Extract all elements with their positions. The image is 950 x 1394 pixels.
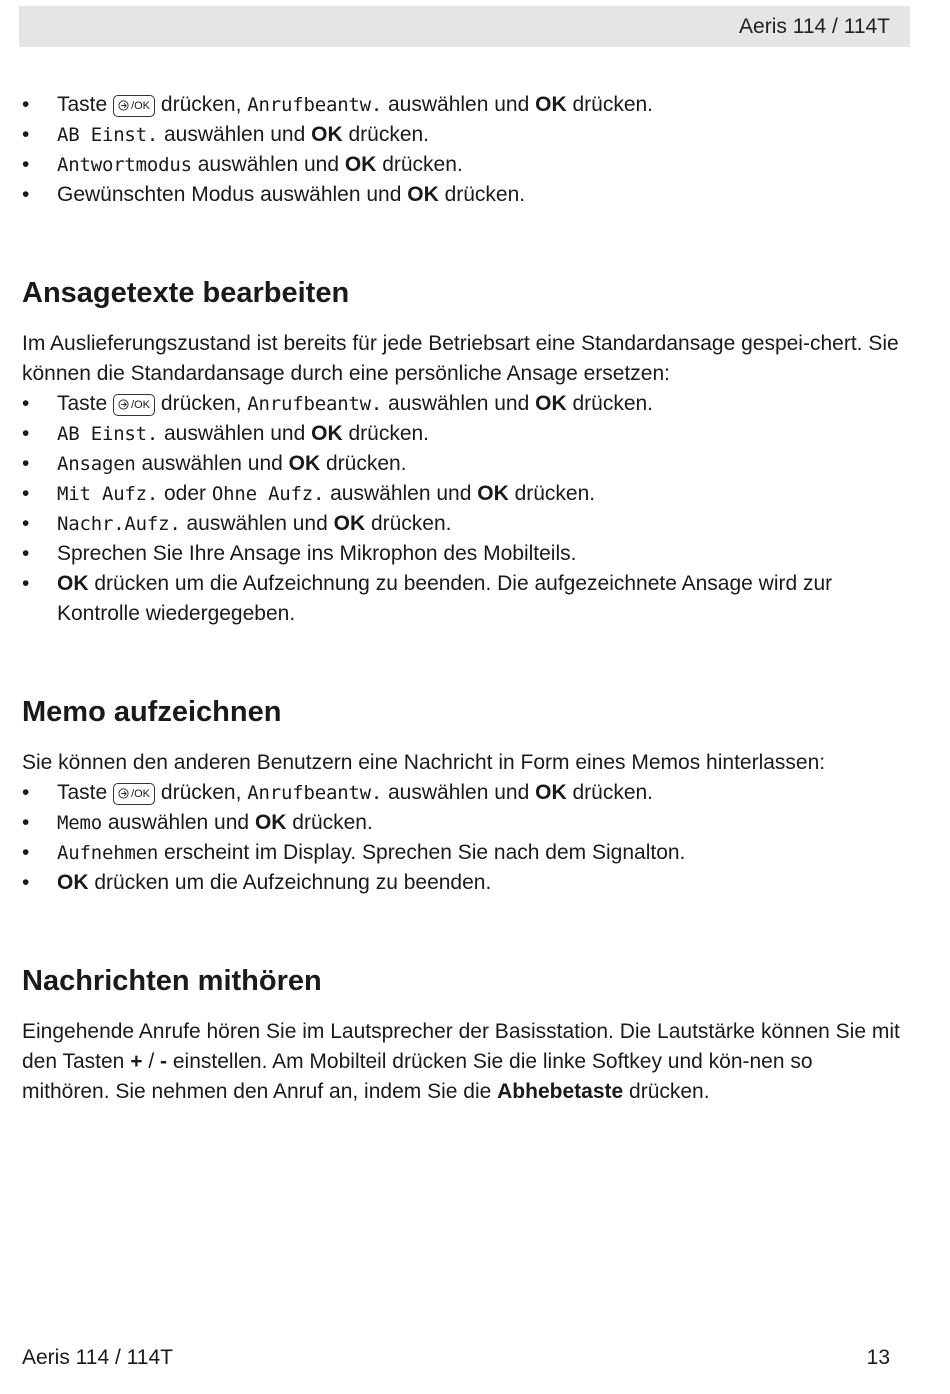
menu-ok-key-icon: /OK xyxy=(113,783,155,805)
menu-ok-key-icon: /OK xyxy=(113,394,155,416)
list-item: • AB Einst. auswählen und OK drücken. xyxy=(22,419,902,449)
list-item: • OK drücken um die Aufzeichnung zu beenden. xyxy=(22,868,902,898)
list-item: • Taste /OK drücken, Anrufbeantw. auswählen und OK drücken. xyxy=(22,389,902,419)
steps-list-greetings xyxy=(22,389,902,629)
list-item: • Ansagen auswählen und OK drücken. xyxy=(22,449,902,479)
list-item: • Sprechen Sie Ihre Ansage ins Mikrophon des Mobilteils. xyxy=(22,539,902,569)
list-item: • Gewünschten Modus auswählen und OK drücken. xyxy=(22,180,902,210)
list-item: • OK drücken um die Aufzeichnung zu beenden. Die aufgezeichnete Ansage wird zur Kontrolle wiedergegeben. xyxy=(22,569,902,629)
steps-list-memo xyxy=(22,778,902,898)
section-paragraph: Eingehende Anrufe hören Sie im Lautsprecher der Basisstation. Die Lautstärke können Sie mit den Tasten + / - einstellen. Am Mobilteil drücken Sie die linke Softkey und kön-nen so mithören. Sie nehmen den Anruf an, indem Sie die Abhebetaste drücken. xyxy=(22,1020,900,1103)
content xyxy=(22,90,902,1107)
section-heading-memo: Memo aufzeichnen xyxy=(22,696,282,728)
section-intro: Sie können den anderen Benutzern eine Nachricht in Form eines Memos hinterlassen: xyxy=(22,751,826,774)
list-item: • Memo auswählen und OK drücken. xyxy=(22,808,902,838)
header-title: Aeris 114 / 114T xyxy=(739,15,890,38)
menu-ok-key-icon: /OK xyxy=(113,95,155,117)
list-item: • Mit Aufz. oder Ohne Aufz. auswählen und OK drücken. xyxy=(22,479,902,509)
page-number: 13 xyxy=(866,1346,890,1369)
section-heading-mithoeren: Nachrichten mithören xyxy=(22,965,322,997)
list-item: • Aufnehmen erscheint im Display. Sprechen Sie nach dem Signalton. xyxy=(22,838,902,868)
steps-list-answer-mode xyxy=(22,90,902,210)
list-item: • Taste /OK drücken, Anrufbeantw. auswählen und OK drücken. xyxy=(22,90,902,120)
section-intro: Im Auslieferungszustand ist bereits für jede Betriebsart eine Standardansage gespei-chert. Sie können die Standardansage durch eine persönliche Ansage ersetzen: xyxy=(22,332,899,385)
list-item: • Nachr.Aufz. auswählen und OK drücken. xyxy=(22,509,902,539)
list-item: • Antwortmodus auswählen und OK drücken. xyxy=(22,150,902,180)
footer-title: Aeris 114 / 114T xyxy=(22,1346,173,1369)
list-item: • AB Einst. auswählen und OK drücken. xyxy=(22,120,902,150)
header-bar xyxy=(19,6,910,47)
section-heading-ansagetexte: Ansagetexte bearbeiten xyxy=(22,277,350,309)
list-item: • Taste /OK drücken, Anrufbeantw. auswählen und OK drücken. xyxy=(22,778,902,808)
